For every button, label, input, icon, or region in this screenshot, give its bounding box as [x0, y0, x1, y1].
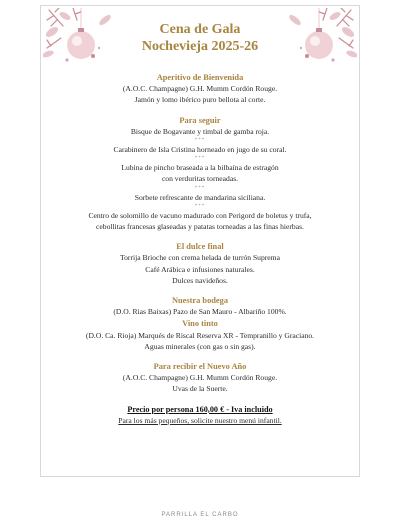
dish-line: Bisque de Bogavante y timbal de gamba roja. — [130, 126, 270, 136]
menu-line: (D.O. Rias Baixas) Pazo de San Mauro - Albariño 100%. — [113, 307, 287, 317]
menu-content — [41, 72, 359, 426]
section-title-bodega: Nuestra bodega — [171, 296, 229, 306]
menu-line: Jamón y lomo ibérico puro bellota al corte. — [134, 95, 266, 105]
dish-line: Lubina de pincho braseada a la bilbaína de estragón — [121, 163, 279, 173]
menu-title-line1: Cena de Gala — [159, 22, 241, 37]
section-title-vino: Vino tinto — [182, 319, 218, 329]
menu-line: Aguas minerales (con gas o sin gas). — [144, 341, 256, 351]
section-title-recibir: Para recibir el Nuevo Año — [153, 362, 247, 372]
menu-line: Café Arábica e infusiones naturales. — [145, 264, 255, 274]
menu-line: Dulces navideños. — [172, 275, 228, 285]
section-title-dulce: El dulce final — [176, 242, 224, 252]
section-title-seguir: Para seguir — [179, 115, 221, 125]
separator: *** — [194, 203, 206, 209]
dish-line: con verduritas torneadas. — [161, 174, 239, 184]
menu-line: Uvas de la Suerte. — [172, 384, 228, 394]
dish-line: cebollitas francesas glaseadas y patatas torneadas a las finas hierbas. — [96, 222, 304, 232]
menu-line: (A.O.C. Champagne) G.H. Mumm Cordón Rouge. — [122, 84, 278, 94]
separator: *** — [194, 185, 206, 191]
separator: *** — [194, 156, 206, 162]
footer-brand: PARRILLA EL CARBO — [161, 512, 239, 518]
kids-menu-note: Para los más pequeños, solicite nuestro menú infantil. — [118, 415, 282, 425]
price-line: Precio por persona 160,00 € - Iva incluido — [127, 404, 273, 414]
menu-title — [41, 21, 359, 55]
section-title-aperitivo: Aperitivo de Bienvenida — [156, 73, 244, 82]
menu-title-line2: Nochevieja 2025-26 — [141, 39, 259, 54]
menu-line: (D.O. Ca. Rioja) Marqués de Riscal Reserva XR - Tempranillo y Graciano. — [85, 330, 315, 340]
menu-line: (A.O.C. Champagne) G.H. Mumm Cordón Rouge. — [122, 373, 278, 383]
menu-card — [40, 5, 360, 477]
dish-line: Carabinero de Isla Cristina horneado en jugo de su coral. — [113, 145, 287, 155]
separator: *** — [194, 138, 206, 144]
menu-line: Torrija Brioche con crema helada de turrón Suprema — [120, 253, 280, 263]
dish-line: Centro de solomillo de vacuno madurado con Perigord de boletus y trufa, — [88, 210, 312, 220]
dish-line: Sorbete refrescante de mandarina siciliana. — [134, 192, 266, 202]
